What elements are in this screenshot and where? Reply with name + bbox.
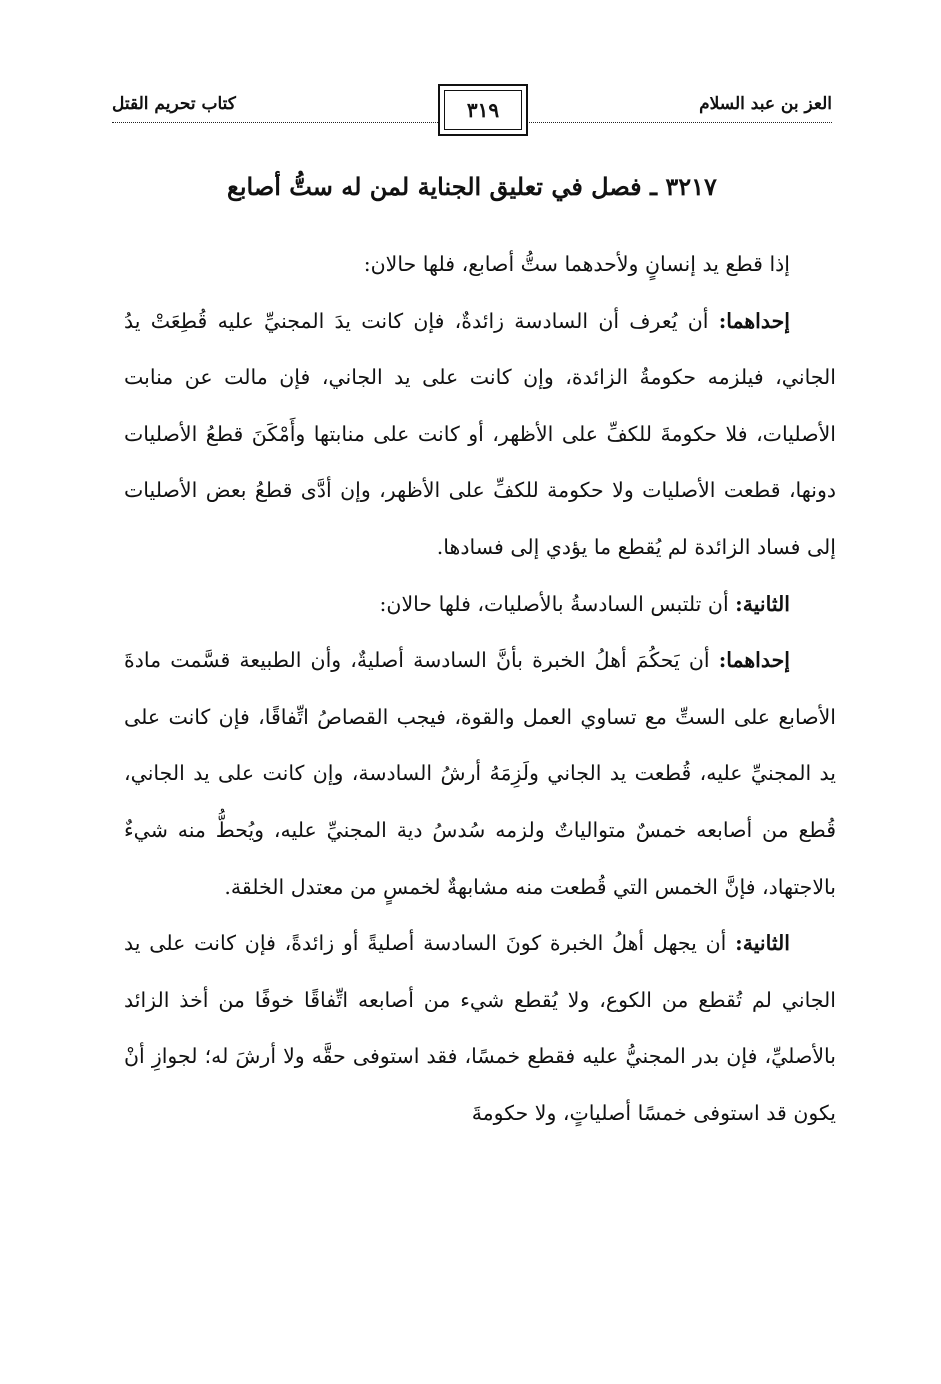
paragraph-case-one-lead: إحداهما: bbox=[718, 308, 790, 333]
paragraph-subcase-two-lead: الثانية: bbox=[735, 931, 790, 956]
header-author: العز بن عبد السلام bbox=[699, 94, 832, 114]
body-text bbox=[124, 236, 836, 1142]
paragraph-case-two-text: أن تلتبس السادسةُ بالأصليات، فلها حالان: bbox=[379, 591, 736, 616]
page-number: ٣١٩ bbox=[466, 98, 500, 122]
paragraph-intro-text: إذا قطع يد إنسانٍ ولأحدهما ستُّ أصابع، فلها حالان: bbox=[363, 252, 790, 276]
paragraph-case-one-text: أن يُعرف أن السادسة زائدةٌ، فإن كانت يدَ المجنيِّ عليه قُطِعَتْ يدُ الجاني، فيلزمه حكومةُ الزائدة، وإن كانت على يد الجاني، فإن مالت عن منابت الأصليات، فلا حكومةَ للكفِّ على الأظهر، أو كانت على منابتها وأَمْكَنَ قطعُ الأصليات دونها، قطعت الأصليات ولا حكومة للكفِّ على الأظهر، وإن أدَّى قطعُ بعض الأصليات إلى فساد الزائدة لم يُقطع ما يؤدي إلى فسادها. bbox=[124, 308, 836, 559]
running-header bbox=[112, 84, 832, 128]
paragraph-case-two-lead: الثانية: bbox=[735, 591, 790, 616]
header-book-title: كتاب تحريم القتل bbox=[112, 94, 236, 114]
paragraph-subcase-two-text: أن يجهل أهلُ الخبرة كونَ السادسة أصليةً أو زائدةً، فإن كانت على يد الجاني لم تُقطع من الكوع، ولا يُقطع شيء من أصابعه اتِّفاقًا خوفًا من أخذ الزائد بالأصليِّ، فإن بدر المجنيُّ عليه فقطع خمسًا، فقد استوفى حقَّه ولا أرشَ له؛ لجوازِ أنْ يكون قد استوفى خمسًا أصلياتٍ، ولا حكومةَ bbox=[124, 931, 836, 1125]
paragraph-subcase-two bbox=[124, 915, 836, 1141]
paragraph-case-two bbox=[124, 576, 836, 633]
paragraph-subcase-one bbox=[124, 632, 836, 915]
paragraph-subcase-one-text: أن يَحكُمَ أهلُ الخبرة بأنَّ السادسة أصليةٌ، وأن الطبيعة قسَّمت مادةَ الأصابع على الستِّ مع تساوي العمل والقوة، فيجب القصاصُ اتِّفاقًا، فإن كانت على يد المجنيِّ عليه، قُطعت يد الجاني ولَزِمَهُ أرشُ السادسة، وإن كانت على يد الجاني، قُطع من أصابعه خمسٌ متوالياتٌ ولزمه سُدسُ دية المجنيِّ عليه، ويُحطُّ منه شيءٌ بالاجتهاد، فإنَّ الخمس التي قُطعت منه مشابهةٌ لخمسٍ من معتدل الخلقة. bbox=[124, 648, 836, 899]
paragraph-case-one bbox=[124, 293, 836, 576]
section-heading: ٣٢١٧ ـ فصل في تعليق الجناية لمن له ستُّ أصابع bbox=[227, 172, 717, 201]
paragraph-intro bbox=[124, 236, 836, 293]
paragraph-subcase-one-lead: إحداهما: bbox=[718, 648, 790, 673]
page-number-frame bbox=[438, 84, 528, 136]
